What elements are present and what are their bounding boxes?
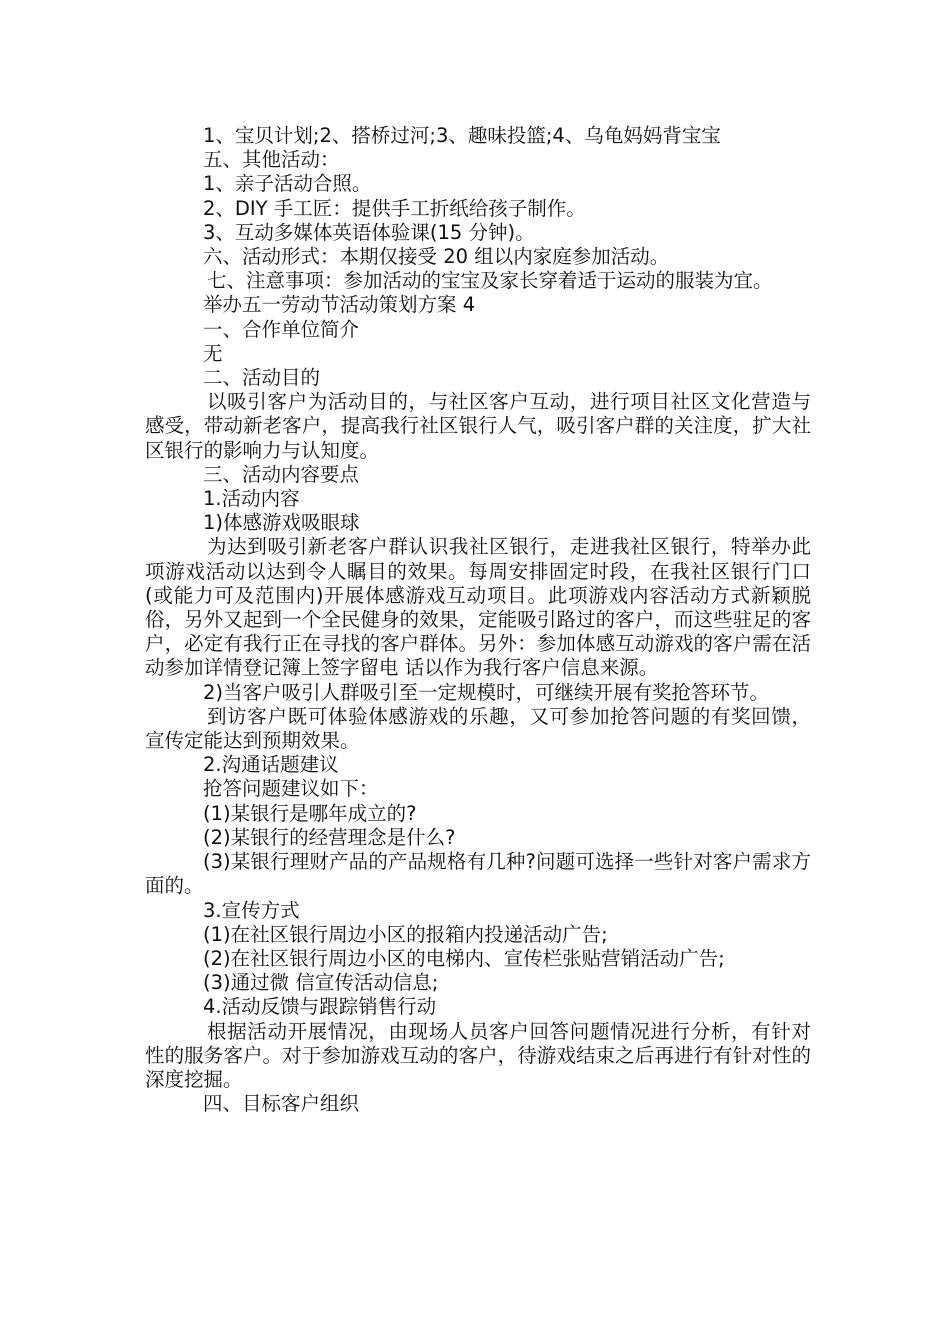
paragraph: 1、宝贝计划;2、搭桥过河;3、趣味投篮;4、乌龟妈妈背宝宝 bbox=[203, 124, 721, 147]
list-item: (3)某银行理财产品的产品规格有几种?问题可选择一些针对客户需求方面的。 bbox=[145, 850, 811, 898]
paragraph: 2)当客户吸引人群吸引至一定规模时，可继续开展有奖抢答环节。 bbox=[203, 680, 770, 704]
paragraph: 到访客户既可体验体感游戏的乐趣，又可参加抢答问题的有奖回馈，宣传定能达到预期效果。 bbox=[145, 704, 811, 753]
section-heading: 一、合作单位简介 bbox=[203, 317, 360, 341]
section-heading: 三、活动内容要点 bbox=[203, 462, 360, 486]
paragraph: 为达到吸引新老客户群认识我社区银行，走进我社区银行，特举办此项游戏活动以达到令人瞩目的效果。每周安排固定时段，在我社区银行门口(或能力可及范围内)开展体感游戏互动项目。此项游戏内容活动方式新颖脱俗，另外又起到一个全民健身的效果，定能吸引路过的客户，而这些驻足的客户，必定有我行正在寻找的客户群体。另外：参加体感互动游戏的客户需在活动参加详情登记簿上签字留电 话以作为我行客户信息来源。 bbox=[145, 535, 811, 680]
subsection-heading: 1)体感游戏吸眼球 bbox=[203, 511, 360, 535]
list-item: (3)通过微 信宣传活动信息; bbox=[203, 971, 439, 995]
list-item: (2)某银行的经营理念是什么? bbox=[203, 825, 456, 849]
paragraph: 以吸引客户为活动目的，与社区客户互动，进行项目社区文化营造与感受，带动新老客户，提高我行社区银行人气，吸引客户群的关注度，扩大社区银行的影响力与认知度。 bbox=[145, 390, 811, 462]
subsection-heading: 1.活动内容 bbox=[203, 487, 300, 511]
list-item: (1)某银行是哪年成立的? bbox=[203, 801, 417, 825]
list-item: (2)在社区银行周边小区的电梯内、宣传栏张贴营销活动广告; bbox=[203, 946, 725, 970]
section-heading: 五、其他活动： bbox=[203, 148, 340, 172]
paragraph: 无 bbox=[203, 341, 223, 365]
list-item: 3、互动多媒体英语体验课(15 分钟)。 bbox=[203, 220, 535, 244]
paragraph: 抢答问题建议如下： bbox=[203, 777, 379, 801]
subsection-heading: 3.宣传方式 bbox=[203, 898, 300, 922]
section-heading: 四、目标客户组织 bbox=[203, 1092, 360, 1116]
subsection-heading: 4.活动反馈与跟踪销售行动 bbox=[203, 995, 437, 1019]
section-heading: 六、活动形式：本期仅接受 20 组以内家庭参加活动。 bbox=[203, 245, 670, 269]
list-item: 2、DIY 手工匠：提供手工折纸给孩子制作。 bbox=[203, 196, 586, 220]
document-subtitle: 举办五一劳动节活动策划方案 4 bbox=[203, 293, 476, 317]
subsection-heading: 2.沟通话题建议 bbox=[203, 753, 339, 777]
document-body bbox=[145, 124, 811, 1116]
list-item: 1、亲子活动合照。 bbox=[203, 172, 372, 196]
list-item: (1)在社区银行周边小区的报箱内投递活动广告; bbox=[203, 922, 608, 946]
paragraph: 七、注意事项：参加活动的宝宝及家长穿着适于运动的服装为宜。 bbox=[207, 269, 773, 293]
section-heading: 二、活动目的 bbox=[203, 366, 321, 390]
paragraph: 根据活动开展情况，由现场人员客户回答问题情况进行分析，有针对性的服务客户。对于参加游戏互动的客户，待游戏结束之后再进行有针对性的深度挖掘。 bbox=[145, 1019, 811, 1091]
